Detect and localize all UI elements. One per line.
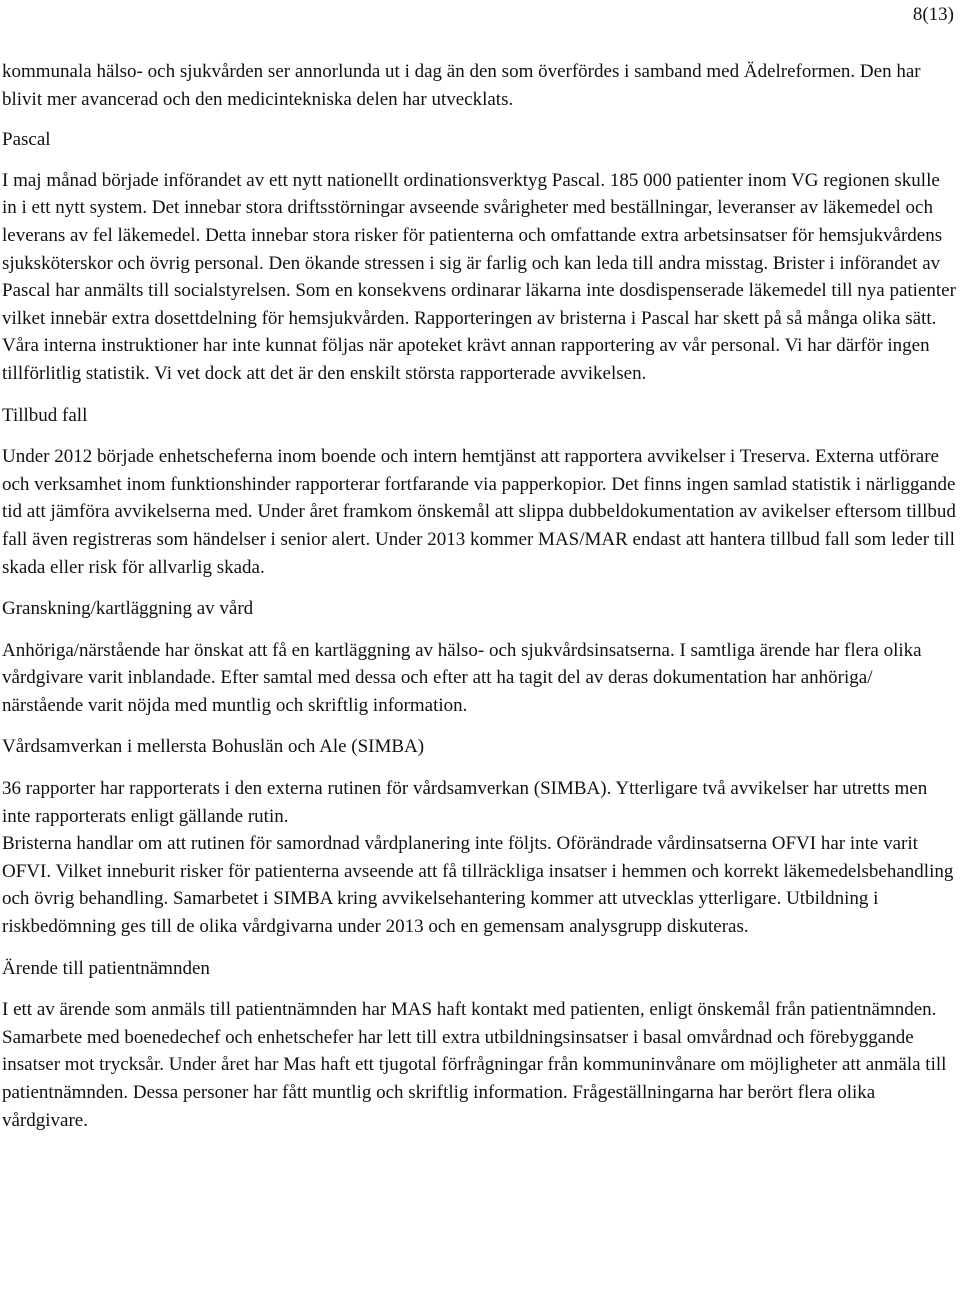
simba-paragraph-1: 36 rapporter har rapporterats i den externa rutinen för vårdsamverkan (SIMBA). Ytterligare två avvikelser har utretts men inte rapporterats enligt gällande rutin. xyxy=(2,778,928,827)
simba-paragraph-2: Bristerna handlar om att rutinen för samordnad vårdplanering inte följts. Oförändrade vårdinsatserna OFVI har inte varit OFVI. Vilket inneburit risker för patienterna avseende att få tillräckliga insatser i hemmen och korrekt läkemedelsbehandling och övrig behandling. Samarbetet i SIMBA kring avvikelsehantering kommer att utvecklas ytterligare. Utbildning i riskbedömning ges till de olika vårdgivarna under 2013 och en gemensam analysgrupp diskuteras. xyxy=(2,833,954,938)
granskning-paragraph: Anhöriga/närstående har önskat att få en kartläggning av hälso- och sjukvårdsinsatserna. I samtliga ärende har flera olika vårdgivare varit inblandade. Efter samtal med dessa och efter att ha tagit del av deras dokumentation har anhöriga/ närstående varit nöjda med muntlig och skriftlig information. xyxy=(2,639,922,716)
tillbud-heading: Tillbud fall xyxy=(2,404,88,426)
spacer xyxy=(2,388,957,402)
spacer xyxy=(2,982,957,996)
patientnamnden-heading: Ärende till patientnämnden xyxy=(2,957,210,979)
spacer xyxy=(2,623,957,637)
spacer xyxy=(2,719,957,733)
spacer xyxy=(2,581,957,595)
tillbud-paragraph: Under 2012 började enhetscheferna inom boende och intern hemtjänst att rapportera avvikelser i Treserva. Externa utförare och verksamhet inom funktionshinder rapporterar fortfarande via papperkopior. Det finns ingen samlad statistik i närliggande tid att jämföra avvikelserna med. Under året framkom önskemål att slippa dubbeldokumentation av avikelser eftersom tillbud fall även registreras som händelser i senior alert. Under 2013 kommer MAS/MAR endast att hantera tillbud fall som leder till skada eller risk för allvarlig skada. xyxy=(2,446,956,578)
simba-heading: Vårdsamverkan i mellersta Bohuslän och Ale (SIMBA) xyxy=(2,736,425,758)
spacer xyxy=(2,761,957,775)
patientnamnden-paragraph: I ett av ärende som anmäls till patientnämnden har MAS haft kontakt med patienten, enligt önskemål från patientnämnden. Samarbete med boenedechef och enhetschefer har lett till extra utbildningsinsatser i basal omvårdnad och förebyggande insatser mot trycksår. Under året har Mas haft ett tjugotal förfrågningar från kommuninvånare om möjligheter att anmäla till patientnämnden. Dessa personer har fått muntlig och skriftlig information. Frågeställningarna har berört flera olika vårdgivare. xyxy=(2,999,947,1131)
spacer xyxy=(2,429,957,443)
spacer xyxy=(2,154,957,167)
spacer xyxy=(2,113,957,126)
pascal-heading: Pascal xyxy=(2,129,51,151)
granskning-heading: Granskning/kartläggning av vård xyxy=(2,598,254,620)
intro-paragraph: kommunala hälso- och sjukvården ser annorlunda ut i dag än den som överfördes i samband med Ädelreformen. Den har blivit mer avancerad och den medicintekniska delen har utvecklats. xyxy=(2,61,921,110)
document-body xyxy=(2,58,957,1134)
spacer xyxy=(2,941,957,955)
page-number: 8(13) xyxy=(912,4,954,25)
pascal-paragraph: I maj månad började införandet av ett nytt nationellt ordinationsverktyg Pascal. 185 000 patienter inom VG regionen skulle in i ett nytt system. Det innebar stora driftsstörningar avseende svårigheter med beställningar, leveranser av läkemedel och leverans av fel läkemedel. Detta innebar stora risker för patienterna och omfattande extra arbetsinsatser för hemsjukvårdens sjuksköterskor och övrig personal. Den ökande stressen i sig är farlig och kan leda till andra misstag. Brister i införandet av Pascal har anmälts till socialstyrelsen. Som en konsekvens ordinarar läkarna inte dosdispenserade läkemedel till nya patienter vilket innebär extra dosettdelning för hemsjukvården. Rapporteringen av bristerna i Pascal har skett på så många olika sätt. Våra interna instruktioner har inte kunnat följas när apoteket krävt annan rapportering av vår personal. Vi har därför ingen tillförlitlig statistik. Vi vet dock att det är den enskilt största rapporterade avvikelsen. xyxy=(2,169,956,384)
